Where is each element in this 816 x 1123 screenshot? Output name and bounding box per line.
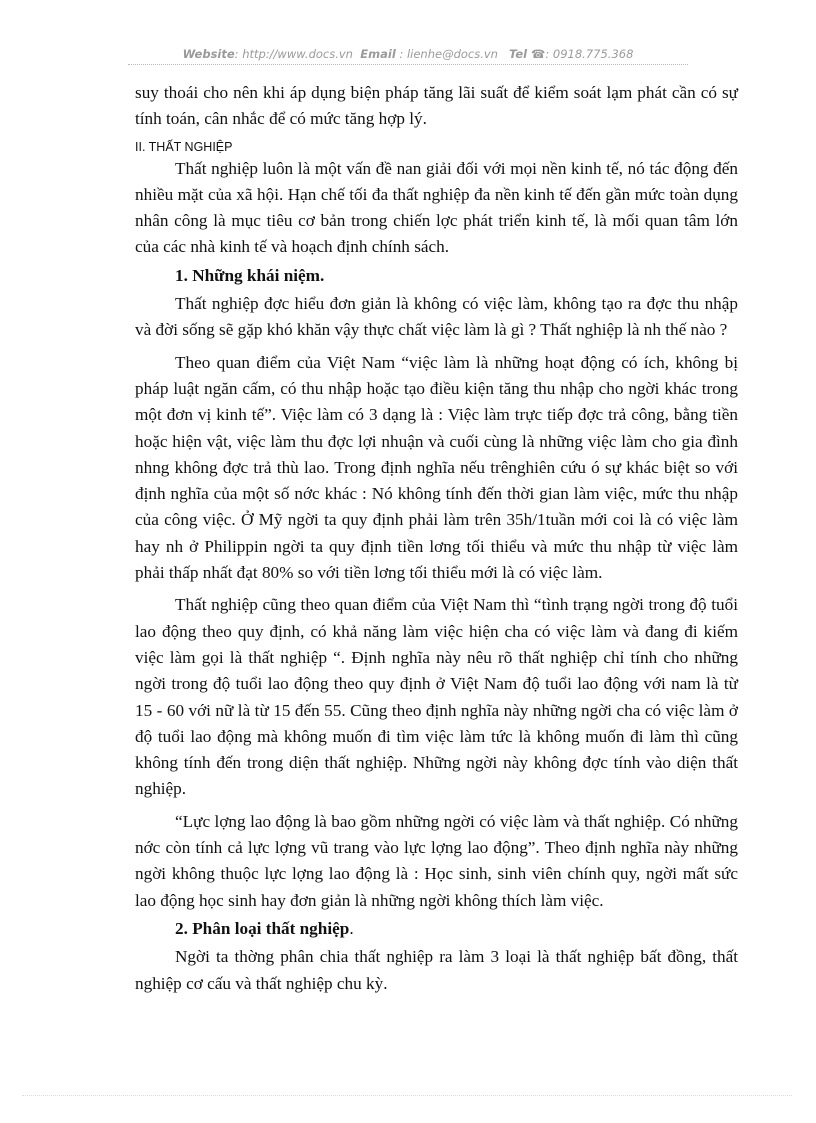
website-url: : http://www.docs.vn: [234, 47, 353, 61]
section-heading: II. THẤT NGHIỆP: [135, 139, 233, 154]
phone-label: Tel ☎: [508, 47, 546, 61]
intro-paragraph: suy thoái cho nên khi áp dụng biện pháp tăng lãi suất để kiểm soát lạm phát cần có sự tính toán, cân nhắc để có mức tăng hợp lý.: [135, 83, 738, 129]
paragraph-labor-force: “Lực lợng lao động là bao gồm những ngời có việc làm và thất nghiệp. Có những nớc còn tính cả lực lợng vũ trang vào lực lợng lao động”. Theo định nghĩa này những ngời không thuộc lực lợng lao động là : Học sinh, sinh viên chính quy, ngời mất sức lao động học sinh hay đơn giản là những ngời không thích làm việc.: [135, 811, 738, 910]
paragraph-unemployment: Thất nghiệp cũng theo quan điểm của Việt Nam thì “tình trạng ngời trong độ tuổi lao động theo quy định, có khả năng làm việc hiện cha có việc làm và đang đi kiếm việc làm gọi là thất nghiệp “. Định nghĩa này nêu rõ thất nghiệp chỉ tính cho những ngời trong độ tuổi lao động theo quy định ở Việt Nam độ tuổi lao động với nam là từ 15 - 60 với nữ là từ 15 đến 55. Cũng theo định nghĩa này những ngời cha có việc làm ở độ tuổi lao động mà không muốn đi tìm việc làm tức là không muốn đi làm thì cũng không tính đến trong diện thất nghiệp. Những ngời này không đợc tính vào diện thất nghiệp.: [135, 595, 738, 799]
subheading-classification-period: .: [349, 918, 354, 938]
paragraph-types: Ngời ta thờng phân chia thất nghiệp ra làm 3 loại là thất nghiệp bất đồng, thất nghiệp cơ cấu và thất nghiệp chu kỳ.: [135, 947, 738, 993]
section-paragraph: Thất nghiệp luôn là một vấn đề nan giải đối với mọi nền kinh tế, nó tác động đến nhiều mặt của xã hội. Hạn chế tối đa thất nghiệp đa nền kinh tế đến gần mức toàn dụng nhân công là mục tiêu cơ bản trong chiến lợc phát triển kinh tế, là mối quan tâm lớn của các nhà kinh tế và hoạch định chính sách.: [135, 158, 738, 257]
phone-number: : 0918.775.368: [545, 47, 634, 61]
email-label: Email: [360, 47, 396, 61]
subheading-classification-text: 2. Phân loại thất nghiệp: [175, 918, 350, 938]
footer-divider: [22, 1095, 792, 1096]
email-address: : lienhe@docs.vn: [399, 47, 498, 61]
subheading-concepts: 1. Những khái niệm.: [175, 265, 325, 285]
page-header: [0, 47, 816, 61]
paragraph-definition: Thất nghiệp đợc hiểu đơn giản là không có việc làm, không tạo ra đợc thu nhập và đời sống sẽ gặp khó khăn vậy thực chất việc làm là gì ? Thất nghiệp là nh thế nào ?: [135, 294, 738, 340]
header-divider: [128, 64, 688, 65]
website-label: Website: [182, 47, 235, 61]
document-body: [135, 80, 738, 997]
paragraph-employment: Theo quan điểm của Việt Nam “việc làm là những hoạt động có ích, không bị pháp luật ngăn cấm, có thu nhập hoặc tạo điều kiện tăng thu nhập cho ngời khác trong một đơn vị kinh tế”. Việc làm có 3 dạng là : Việc làm trực tiếp đợc trả công, bằng tiền hoặc hiện vật, việc làm thu đợc lợi nhuận và cuối cùng là những việc làm cho gia đình nhng không đợc trả thù lao. Trong định nghĩa nếu trênghiên cứu ó sự khác biệt so với định nghĩa của một số nớc khác : Nó không tính đến thời gian làm việc, mức thu nhập của công việc. Ở Mỹ ngời ta quy định phải làm trên 35h/1tuần mới coi là có việc làm hay nh ở Philippin ngời ta quy định tiền lơng tối thiểu và mức thu nhập từ việc làm phải thấp nhất đạt 80% so với tiền lơng tối thiểu mới là có việc làm.: [135, 352, 738, 583]
subheading-classification: [175, 916, 738, 942]
